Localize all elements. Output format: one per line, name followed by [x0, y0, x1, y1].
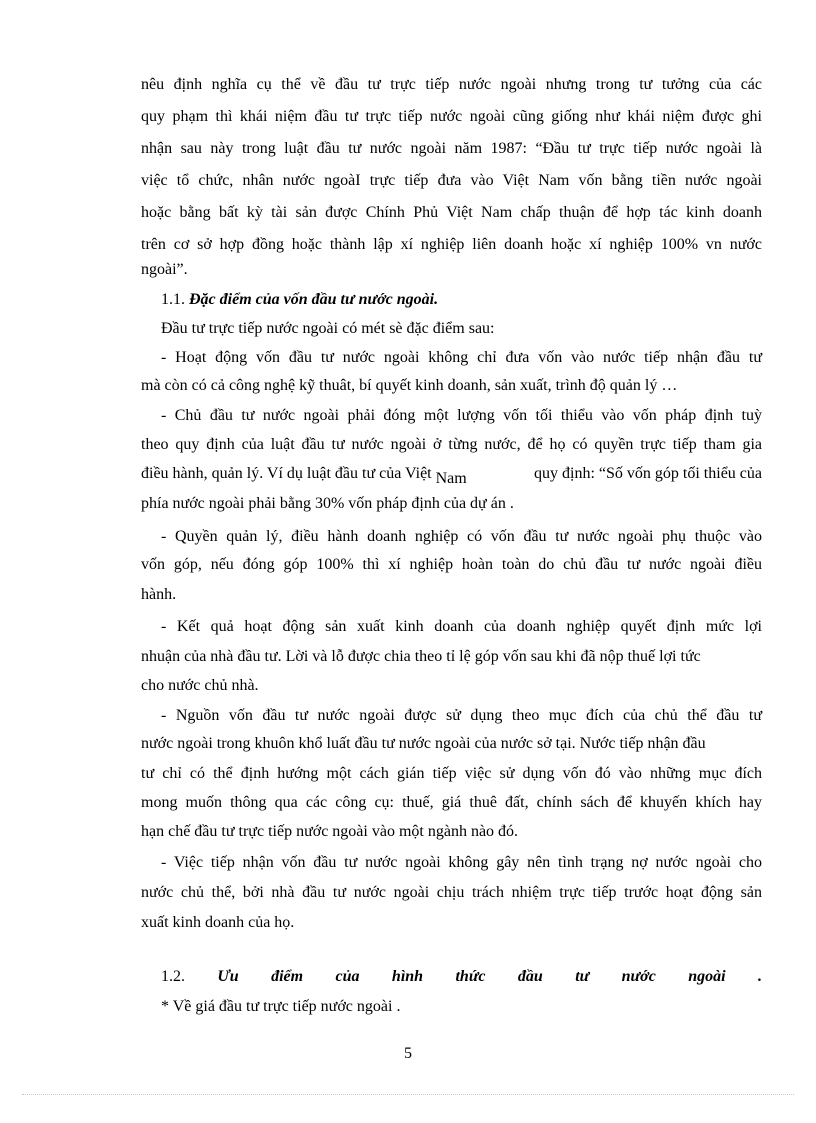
section-heading-1-2: [161, 967, 762, 987]
text-line: xuất kinh doanh của họ.: [141, 914, 295, 931]
text-line: nước ngoài trong khuôn khổ luất đầu tư nước ngoài của nước sở tại. Nước tiếp nhận đầu: [141, 735, 706, 752]
text-line: - Hoạt động vốn đầu tư nước ngoài không chỉ đưa vốn vào nước tiếp nhận đầu tư: [161, 349, 762, 366]
heading-word: .: [757, 968, 762, 985]
text-line: cho nước chủ nhà.: [141, 677, 259, 694]
heading-word: Ưu: [217, 968, 239, 985]
text-line: * Về giá đầu tư trực tiếp nước ngoài .: [161, 998, 401, 1015]
text-line: quy phạm thì khái niệm đầu tư trực tiếp nước ngoài cũng giống như khái niệm được ghi: [141, 108, 762, 125]
text-line: nêu định nghĩa cụ thể về đầu tư trực tiếp nước ngoài nhưng trong tư tưởng của các: [141, 76, 762, 93]
text-line: - Nguồn vốn đầu tư nước ngoài được sử dụng theo mục đích của chủ thể đầu tư: [161, 707, 762, 724]
text-line: hạn chế đầu tư trực tiếp nước ngoài vào một ngành nào đó.: [141, 823, 519, 840]
text-line: tư chỉ có thể định hướng một cách gián tiếp việc sử dụng vốn đó vào những mục đích: [141, 765, 762, 782]
heading-word: hình: [391, 968, 424, 985]
text-line: việc tổ chức, nhân nước ngoàI trực tiếp đưa vào Việt Nam vốn bằng tiền nước ngoài: [141, 172, 762, 189]
text-line: hoặc bằng bất kỳ tài sản được Chính Phủ Việt Nam chấp thuận để hợp tác kinh doanh: [141, 204, 762, 221]
text-line: vốn góp, nếu đóng góp 100% thì xí nghiệp hoàn toàn do chủ đầu tư nước ngoài điều: [141, 556, 762, 573]
heading-word: điểm: [271, 968, 304, 985]
text-line: mà còn có cả công nghệ kỹ thuât, bí quyết kinh doanh, sản xuất, trình độ quản lý …: [141, 377, 678, 394]
subscript-text: Nam: [435, 470, 467, 487]
section-number: 1.1.: [161, 291, 185, 308]
text-line: - Quyền quản lý, điều hành doanh nghiệp có vốn đầu tư nước ngoài phụ thuộc vào: [161, 528, 762, 545]
text-segment: [141, 464, 467, 487]
heading-word: nước: [621, 968, 656, 985]
heading-word: của: [335, 968, 360, 985]
text-line: ngoài”.: [141, 261, 188, 278]
text-line: mong muốn thông qua các công cụ: thuế, giá thuê đất, chính sách để khuyến khích hay: [141, 794, 762, 811]
text-line: Đầu tư trực tiếp nước ngoài có mét sè đặc điểm sau:: [161, 320, 495, 337]
heading-word: thức: [455, 968, 486, 985]
section-title: Đặc điểm của vốn đầu tư nước ngoài.: [189, 291, 439, 308]
heading-word: tư: [575, 968, 590, 985]
text-line: - Chủ đầu tư nước ngoài phải đóng một lượng vốn tối thiểu vào vốn pháp định tuỳ: [161, 407, 762, 424]
page-bottom-rule: [22, 1094, 794, 1095]
heading-word: ngoài: [688, 968, 726, 985]
text-segment: điều hành, quản lý. Ví dụ luật đầu tư của Việt: [141, 465, 436, 482]
text-line: nhuận của nhà đầu tư. Lời và lỗ được chia theo tỉ lệ góp vốn sau khi đã nộp thuế lợi tức: [141, 648, 701, 665]
section-number: 1.2.: [161, 968, 185, 985]
text-line: - Việc tiếp nhận vốn đầu tư nước ngoài không gây nên tình trạng nợ nước ngoài cho: [161, 854, 762, 871]
text-line: [141, 464, 762, 487]
text-line: trên cơ sở hợp đồng hoặc thành lập xí nghiệp liên doanh hoặc xí nghiệp 100% vn nước: [141, 236, 762, 253]
text-line: - Kết quả hoạt động sản xuất kinh doanh của doanh nghiệp quyết định mức lợi: [161, 618, 762, 635]
text-segment: quy định: “Số vốn góp tối thiểu của: [534, 465, 762, 482]
text-line: phía nước ngoài phải bằng 30% vốn pháp định của dự án .: [141, 495, 514, 512]
text-line: theo quy định của luật đầu tư nước ngoài ở từng nước, để họ có quyền trực tiếp tham gia: [141, 436, 762, 453]
heading-word: đầu: [517, 968, 543, 985]
text-line: nước chủ thể, bởi nhà đầu tư nước ngoài chịu trách nhiệm trực tiếp trước hoạt động sản: [141, 884, 762, 901]
text-line: hành.: [141, 586, 177, 603]
section-heading-1-1: [161, 290, 762, 310]
text-line: nhận sau này trong luật đầu tư nước ngoài năm 1987: “Đầu tư trực tiếp nước ngoài là: [141, 140, 762, 157]
page-number: 5: [404, 1045, 412, 1062]
